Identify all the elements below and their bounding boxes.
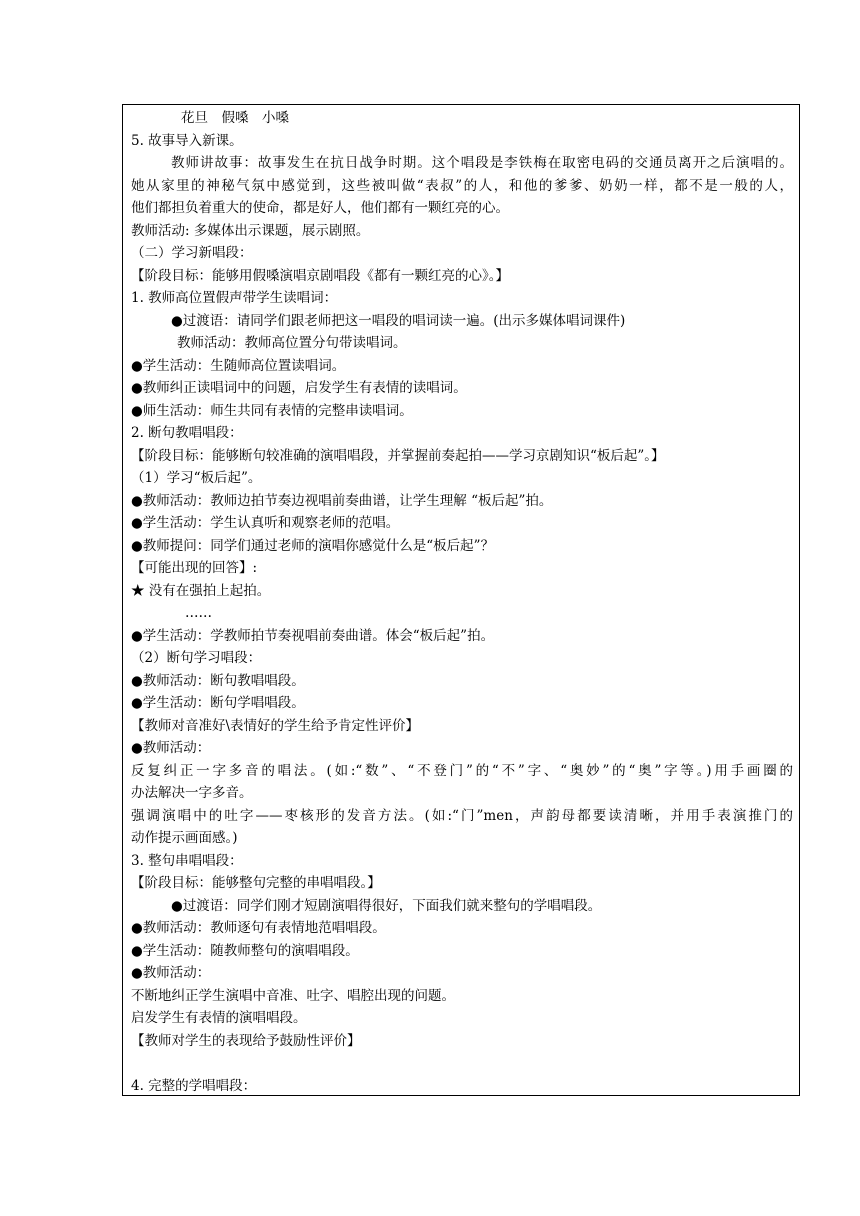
bullet-line: ●学生活动：学教师拍节奏视唱前奏曲谱。体会“板后起”拍。: [131, 627, 495, 644]
paragraph-line: 办法解决一字多音。: [131, 785, 253, 801]
paragraph-line: 她从家里的神秘气氛中感觉到，这些被叫做“表叔”的人，和他的爹爹、奶奶一样，都不是一般的人，: [131, 177, 793, 194]
sub-heading: （1）学习“板后起”。: [131, 470, 262, 486]
bullet-line: ●过渡语：请同学们跟老师把这一唱段的唱词读一遍。(出示多媒体唱词课件): [171, 312, 626, 329]
bullet-line: ●师生活动：师生共同有表情的完整串读唱词。: [131, 402, 413, 419]
text-line: 花旦 假嗓 小嗓: [181, 110, 289, 126]
section-heading: 5. 故事导入新课。: [131, 132, 243, 149]
stage-goal: 【阶段目标：能够用假嗓演唱京剧唱段《都有一颗红亮的心》。】: [131, 267, 509, 284]
paragraph-line: 强调演唱中的吐字——枣核形的发音方法。(如:“门”men，声韵母都要读清晰，并用手表演推门的: [131, 807, 793, 824]
paragraph-line: 动作提示画面感。): [131, 830, 238, 846]
paragraph-line: 教师讲故事：故事发生在抗日战争时期。这个唱段是李铁梅在取密电码的交通员离开之后演唱的。: [171, 155, 793, 171]
paragraph-line: 不断地纠正学生演唱中音准、吐字、唱腔出现的问题。: [131, 987, 455, 1004]
bullet-line: ●学生活动：生随师高位置读唱词。: [131, 357, 346, 374]
stage-goal: 【阶段目标：能够断句较准确的演唱唱段，并掌握前奏起拍——学习京剧知识“板后起”。】: [131, 447, 665, 464]
bullet-line: ●学生活动：随教师整句的演唱唱段。: [131, 942, 359, 959]
bracket-note: 【教师对学生的表现给予鼓励性评价】: [131, 1032, 361, 1049]
bullet-line: ●教师纠正读唱词中的问题，启发学生有表情的读唱词。: [131, 380, 467, 396]
section-heading: 1. 教师高位置假声带学生读唱词：: [131, 290, 338, 306]
stage-goal: 【阶段目标：能够整句完整的串唱唱段。】: [131, 875, 381, 891]
bullet-line: ●教师活动：断句教唱唱段。: [131, 672, 305, 689]
section-heading: 4. 完整的学唱唱段：: [131, 1077, 257, 1094]
activity-line: 教师活动: 多媒体出示课题，展示剧照。: [131, 222, 370, 239]
bullet-line: ●教师活动：: [131, 965, 211, 981]
star-line: ★ 没有在强拍上起拍。: [131, 582, 271, 599]
bracket-note: 【教师对音准好\表情好的学生给予肯定性评价】: [131, 717, 420, 734]
bullet-line: ●过渡语：同学们刚才短剧演唱得很好，下面我们就来整句的学唱唱段。: [171, 897, 602, 914]
activity-line: 教师活动：教师高位置分句带读唱词。: [177, 335, 407, 351]
lesson-text: [131, 107, 793, 1097]
section-heading: 3. 整句串唱唱段：: [131, 852, 243, 869]
bullet-line: ●教师提问：同学们通过老师的演唱你感觉什么是“板后起”？: [131, 537, 495, 554]
bullet-line: ●教师活动：教师逐句有表情地范唱唱段。: [131, 920, 386, 936]
bracket-note: 【可能出现的回答】:: [131, 560, 258, 576]
sub-heading: （2）断句学习唱段：: [131, 650, 262, 666]
bullet-line: ●学生活动：断句学唱唱段。: [131, 695, 305, 711]
paragraph-line: 反复纠正一字多音的唱法。(如:“数”、“不登门”的“不”字、“奥妙”的“奥”字等。)用手画圈的: [131, 762, 793, 779]
blank-line: [131, 1052, 793, 1075]
lesson-plan-cell: [122, 104, 800, 1096]
section-heading: （二）学习新唱段：: [131, 245, 253, 261]
paragraph-line: 启发学生有表情的演唱唱段。: [131, 1010, 307, 1026]
bullet-line: ●教师活动：: [131, 740, 211, 756]
paragraph-line: 他们都担负着重大的使命，都是好人，他们都有一颗红亮的心。: [131, 200, 509, 216]
ellipsis-line: ……: [185, 605, 212, 621]
section-heading: 2. 断句教唱唱段：: [131, 425, 243, 441]
bullet-line: ●教师活动：教师边拍节奏边视唱前奏曲谱，让学生理解 “板后起”拍。: [131, 492, 553, 509]
bullet-line: ●学生活动：学生认真听和观察老师的范唱。: [131, 515, 400, 531]
